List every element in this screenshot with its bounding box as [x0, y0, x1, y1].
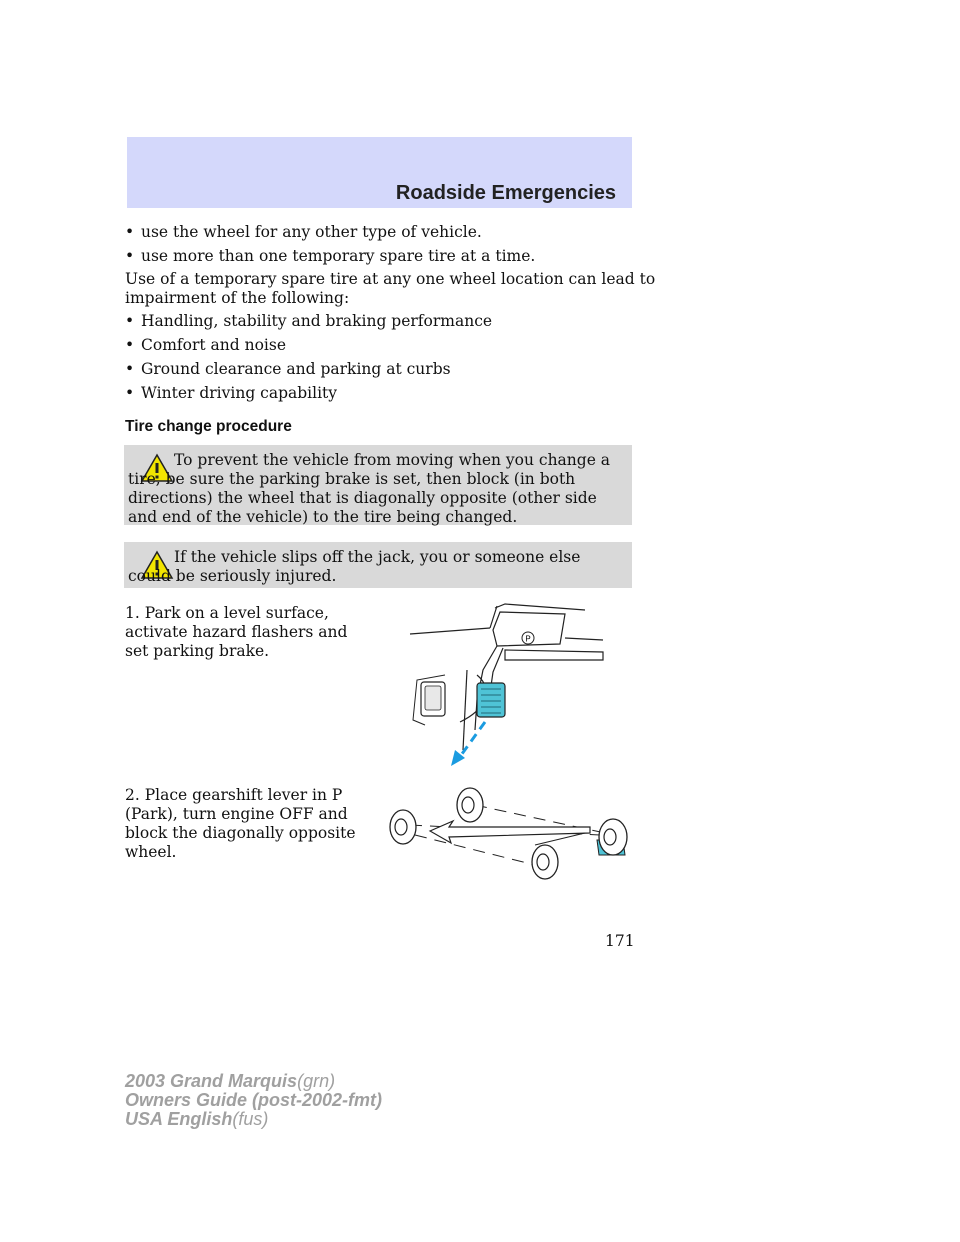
list-item — [125, 335, 286, 356]
list-item-text: Winter driving capability — [141, 384, 338, 402]
footer-language: USA English — [125, 1109, 233, 1129]
bullet-icon: • — [125, 312, 135, 330]
footer-model: 2003 Grand Marquis — [125, 1071, 298, 1091]
list-item-text: use more than one temporary spare tire at a time. — [141, 247, 536, 265]
footer-language-code: (fus) — [232, 1109, 269, 1129]
intro-line-2: impairment of the following: — [125, 289, 350, 307]
step-2-text: 2. Place gearshift lever in P (Park), turn engine OFF and block the diagonally opposite wheel. — [125, 786, 356, 861]
bullet-icon: • — [125, 247, 135, 265]
list-item-text: Ground clearance and parking at curbs — [141, 360, 451, 378]
footer-guide: Owners Guide (post-2002-fmt) — [125, 1090, 383, 1110]
step-1-text: 1. Park on a level surface, activate hazard flashers and set parking brake. — [125, 604, 348, 660]
bullet-icon: • — [125, 360, 135, 378]
bullet-icon: • — [125, 384, 135, 402]
page-number: 171 — [605, 932, 635, 950]
list-item — [125, 246, 535, 267]
subsection-title: Tire change procedure — [125, 418, 292, 435]
list-item — [125, 222, 482, 243]
brake-pedal-label: P — [525, 634, 531, 644]
bullet-icon: • — [125, 223, 135, 241]
list-item-text: use the wheel for any other type of vehicle. — [141, 223, 482, 241]
parking-brake-pedal-figure — [405, 600, 605, 770]
warning-text: To prevent the vehicle from moving when you change a tire, be sure the parking brake is set, then block (in both directions) the wheel that is diagonally opposite (other side and end of the vehicle) to the tire being changed. — [128, 451, 611, 526]
warning-text: If the vehicle slips off the jack, you or someone else could be seriously injured. — [128, 548, 581, 585]
list-item-text: Handling, stability and braking performance — [141, 312, 493, 330]
section-header-band — [127, 137, 632, 208]
diagonal-wheel-block-figure — [385, 785, 635, 885]
list-item — [125, 311, 492, 332]
bullet-icon: • — [125, 336, 135, 354]
warning-box — [124, 445, 632, 525]
list-item — [125, 359, 451, 380]
list-item — [125, 383, 337, 404]
list-item-text: Comfort and noise — [141, 336, 286, 354]
warning-box — [124, 542, 632, 588]
document-footer — [125, 1072, 382, 1129]
footer-model-code: (grn) — [297, 1071, 336, 1091]
intro-line-1: Use of a temporary spare tire at any one wheel location can lead to — [125, 270, 656, 288]
section-title: Roadside Emergencies — [395, 182, 616, 204]
